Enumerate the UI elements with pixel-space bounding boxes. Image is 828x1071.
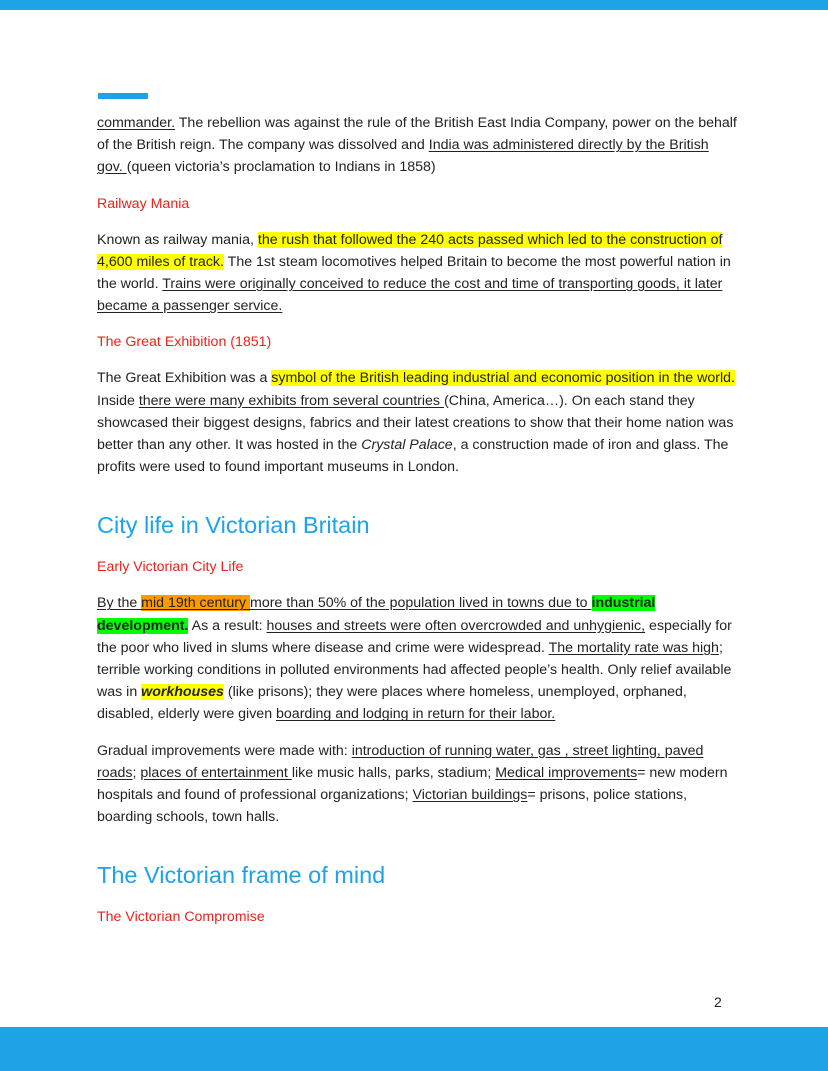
paragraph-rebellion bbox=[97, 112, 737, 179]
text: (like prisons); they were places where homeless, unemployed, orphaned, disabled, elderly were given bbox=[97, 684, 687, 723]
highlighted-text: mid 19th century bbox=[141, 595, 250, 612]
page-number: 2 bbox=[714, 994, 722, 1010]
underlined-text: The mortality rate was high bbox=[548, 639, 719, 656]
text: Gradual improvements were made with: bbox=[97, 742, 352, 759]
underlined-text: Trains were originally conceived to reduce the cost and time of transporting goods, it later became a passenger service. bbox=[97, 276, 723, 315]
text: (queen victoria’s proclamation to Indians in 1858) bbox=[126, 159, 436, 176]
paragraph-railway bbox=[97, 229, 737, 318]
underlined-text: there were many exhibits from several countries bbox=[138, 392, 444, 409]
text: = new modern hospitals and found of professional organizations; bbox=[97, 764, 728, 804]
heading-city-life: City life in Victorian Britain bbox=[97, 512, 370, 539]
text: like music halls, parks, stadium; bbox=[291, 764, 496, 781]
document-body bbox=[97, 112, 737, 942]
text: ; terrible working conditions in polluted environments had affected people’s health. Only relief available was in bbox=[97, 639, 732, 701]
text: especially for the poor who lived in slums where disease and crime were widespread. bbox=[97, 617, 732, 656]
underlined-text: places of entertainment bbox=[140, 764, 292, 781]
top-color-bar bbox=[0, 0, 828, 10]
underlined-text: boarding and lodging in return for their labor. bbox=[276, 706, 556, 723]
underlined-text: more than 50% of the population lived in towns due to bbox=[250, 595, 592, 612]
text: The rebellion was against the rule of the British East India Company, power on the behalf of the British reign. The company was dissolved and bbox=[97, 115, 737, 154]
text: , a construction made of iron and glass. The profits were used to found important museums in London. bbox=[97, 437, 729, 476]
subheading-railway: Railway Mania bbox=[97, 195, 190, 212]
heading-victorian-mind: The Victorian frame of mind bbox=[97, 862, 386, 889]
highlighted-text: industrial development. bbox=[97, 595, 656, 634]
bottom-color-bar bbox=[0, 1027, 828, 1071]
underlined-text: houses and streets were often overcrowded and unhygienic, bbox=[266, 617, 646, 634]
underlined-text: commander. bbox=[97, 115, 176, 131]
underlined-text: By the bbox=[97, 595, 142, 612]
underlined-text: India was administered directly by the British gov. bbox=[97, 137, 709, 176]
highlighted-text: symbol of the British leading industrial and economic position in the world. bbox=[271, 370, 735, 387]
italic-text: Crystal Palace bbox=[361, 437, 453, 454]
subheading-exhibition: The Great Exhibition (1851) bbox=[97, 334, 272, 351]
text: The 1st steam locomotives helped Britain to become the most powerful nation in the world. bbox=[97, 253, 731, 293]
subheading-compromise: The Victorian Compromise bbox=[97, 909, 265, 926]
text: Known as railway mania, bbox=[97, 231, 258, 248]
text: The Great Exhibition was a bbox=[97, 370, 272, 387]
text: As a result: bbox=[188, 617, 267, 634]
text: = prisons, police stations, boarding schools, town halls. bbox=[97, 787, 688, 826]
paragraph-exhibition bbox=[97, 367, 737, 478]
accent-rule bbox=[98, 93, 148, 99]
subheading-early-city: Early Victorian City Life bbox=[97, 559, 244, 576]
underlined-text: Medical improvements bbox=[495, 764, 638, 781]
text: Inside bbox=[97, 392, 139, 409]
paragraph-improvements bbox=[97, 740, 737, 829]
text: ; bbox=[132, 764, 141, 781]
underlined-text: Victorian buildings bbox=[412, 787, 528, 804]
highlighted-text: workhouses bbox=[141, 684, 224, 701]
paragraph-city-life bbox=[97, 592, 737, 725]
underlined-text: introduction of running water, gas , street lighting, paved roads bbox=[97, 742, 704, 781]
text: (China, America…). On each stand they showcased their biggest designs, fabrics and their latest creations to show that their home nation was better than any other. It was hosted in the bbox=[97, 392, 734, 454]
highlighted-text: the rush that followed the 240 acts passed which led to the construction of 4,600 miles of track. bbox=[97, 231, 723, 270]
